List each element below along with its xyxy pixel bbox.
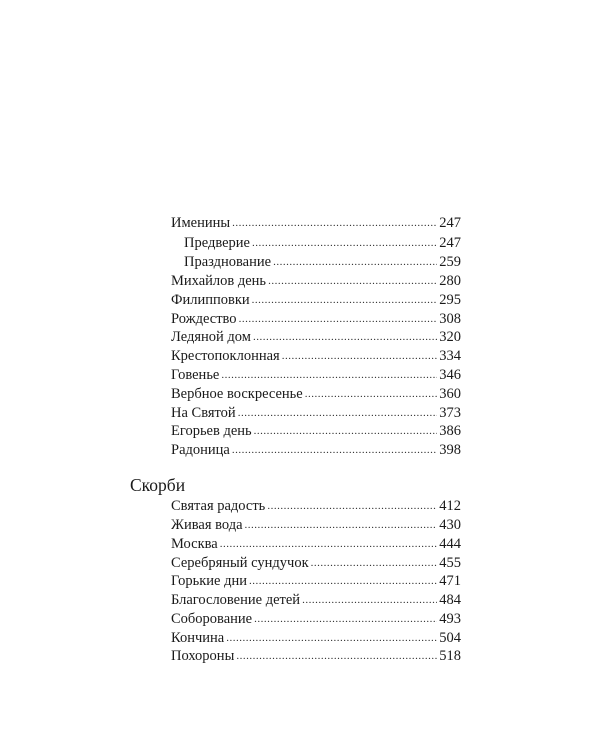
toc-entry[interactable] <box>171 328 461 346</box>
toc-entry-page: 247 <box>439 215 461 231</box>
dot-leader <box>282 347 438 365</box>
dot-leader <box>220 535 438 553</box>
toc-entry-title: Предверие <box>184 235 250 251</box>
toc-entry[interactable] <box>171 610 461 628</box>
toc-entry-page: 334 <box>439 348 461 364</box>
dot-leader <box>249 572 437 590</box>
dot-leader <box>311 554 438 572</box>
toc-entry-title: На Святой <box>171 405 236 421</box>
toc-entry-page: 247 <box>439 235 461 251</box>
toc-entry-title: Горькие дни <box>171 573 247 589</box>
toc-entry-page: 398 <box>439 442 461 458</box>
toc-entry-page: 320 <box>439 329 461 345</box>
toc-entry-title: Похороны <box>171 648 235 664</box>
toc-entry[interactable] <box>171 647 461 665</box>
toc-entry-title: Ледяной дом <box>171 329 251 345</box>
toc-entry[interactable] <box>171 554 461 572</box>
toc-entry-page: 471 <box>439 573 461 589</box>
toc-entry-title: Именины <box>171 215 231 231</box>
toc-entry-title: Михайлов день <box>171 273 267 289</box>
dot-leader <box>239 310 438 328</box>
toc-entry-page: 493 <box>439 611 461 627</box>
dot-leader <box>252 291 438 309</box>
dot-leader <box>253 328 437 346</box>
toc-entry-page: 295 <box>439 292 461 308</box>
dot-leader <box>221 366 437 384</box>
toc-entry-title: Егорьев день <box>171 423 252 439</box>
toc-entry[interactable] <box>171 310 461 328</box>
dot-leader <box>226 629 437 647</box>
toc-entry[interactable] <box>171 422 461 440</box>
dot-leader <box>232 441 437 459</box>
toc-entry[interactable] <box>171 441 461 459</box>
toc-entry-page: 518 <box>439 648 461 664</box>
toc-entry-title: Филипповки <box>171 292 250 308</box>
toc-entry-page: 259 <box>439 254 461 270</box>
dot-leader <box>238 404 438 422</box>
toc-entry-title: Празднование <box>184 254 272 270</box>
dot-leader <box>232 214 437 232</box>
toc-entry[interactable] <box>171 347 461 365</box>
toc-entry-page: 444 <box>439 536 461 552</box>
toc-entry-title: Говенье <box>171 367 220 383</box>
toc-entry[interactable] <box>171 572 461 590</box>
toc-entry[interactable] <box>171 366 461 384</box>
toc-entry[interactable] <box>171 516 461 534</box>
toc-entry-title: Святая радость <box>171 498 266 514</box>
dot-leader <box>268 272 437 290</box>
toc-subentry[interactable] <box>184 253 461 271</box>
dot-leader <box>254 422 438 440</box>
dot-leader <box>267 497 437 515</box>
toc-entry-title: Москва <box>171 536 218 552</box>
toc-entry-page: 308 <box>439 311 461 327</box>
toc-entry-page: 386 <box>439 423 461 439</box>
toc-entry-title: Радоница <box>171 442 230 458</box>
toc-entry-title: Рождество <box>171 311 237 327</box>
toc-entry-page: 455 <box>439 555 461 571</box>
toc-entry[interactable] <box>171 404 461 422</box>
toc-entry-title: Серебряный сундучок <box>171 555 309 571</box>
toc-entry-page: 280 <box>439 273 461 289</box>
toc-entry-page: 412 <box>439 498 461 514</box>
toc-entry-title: Живая вода <box>171 517 243 533</box>
toc-entry-title: Кончина <box>171 630 225 646</box>
section-heading: Скорби <box>130 475 186 495</box>
dot-leader <box>254 610 437 628</box>
toc-entry-title: Вербное воскресенье <box>171 386 303 402</box>
toc-entry-page: 484 <box>439 592 461 608</box>
toc-entry-title: Соборование <box>171 611 253 627</box>
toc-entry[interactable] <box>171 535 461 553</box>
toc-subentry[interactable] <box>184 234 461 252</box>
toc-entry[interactable] <box>171 291 461 309</box>
toc-entry[interactable] <box>171 629 461 647</box>
toc-entry-page: 430 <box>439 517 461 533</box>
toc-entry-title: Крестопоклонная <box>171 348 280 364</box>
toc-entry-page: 373 <box>439 405 461 421</box>
dot-leader <box>252 234 437 252</box>
dot-leader <box>236 647 437 665</box>
toc-entry-page: 360 <box>439 386 461 402</box>
dot-leader <box>302 591 437 609</box>
dot-leader <box>245 516 438 534</box>
toc-entry-page: 346 <box>439 367 461 383</box>
toc-entry[interactable] <box>171 497 461 515</box>
dot-leader <box>305 385 438 403</box>
toc-entry[interactable] <box>171 591 461 609</box>
toc-entry[interactable] <box>171 214 461 232</box>
toc-entry-title: Благословение детей <box>171 592 301 608</box>
dot-leader <box>273 253 437 271</box>
toc-entry-page: 504 <box>439 630 461 646</box>
toc-entry[interactable] <box>171 272 461 290</box>
toc-entry[interactable] <box>171 385 461 403</box>
